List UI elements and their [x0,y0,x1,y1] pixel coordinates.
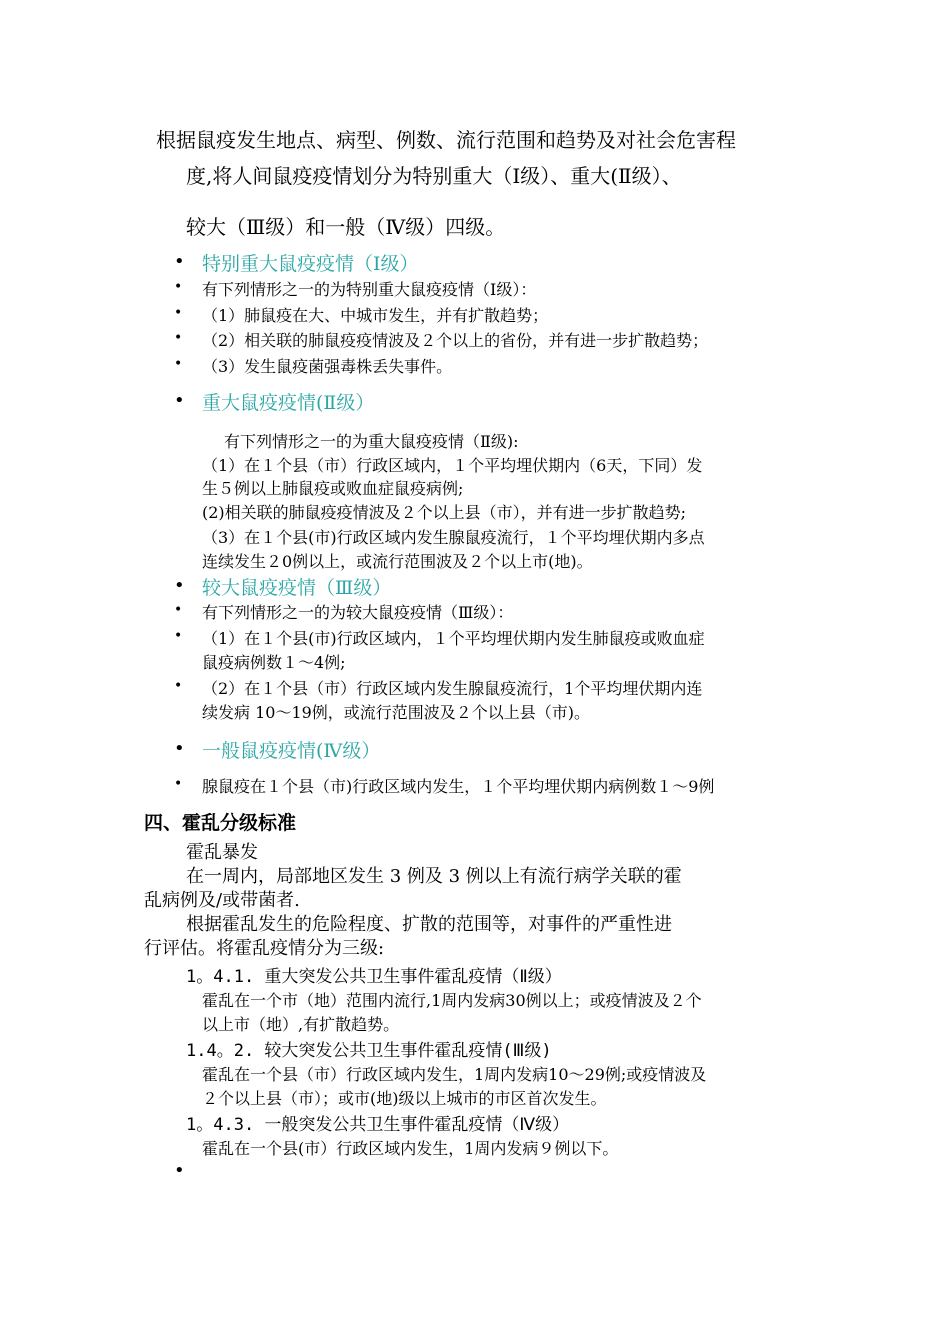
bullet: • [174,251,185,272]
level4-heading: 一般鼠疫疫情(Ⅳ级） [202,740,381,762]
subsection-title: 1。4.1. 重大突发公共卫生事件霍乱疫情（Ⅱ级） [186,967,562,987]
level3-heading: 较大鼠疫疫情（Ⅲ级） [202,577,392,599]
list-item: （2）相关联的肺鼠疫疫情波及２个以上的省份，并有进一步扩散趋势； [202,331,709,350]
level2-line: （1）在１个县（市）行政区域内，１个平均埋伏期内（6天，下同）发 [202,456,703,475]
list-item: （1）肺鼠疫在大、中城市发生，并有扩散趋势； [202,306,549,325]
list-item: （2）在１个县（市）行政区域内发生腺鼠疫流行，1个平均埋伏期内连 [202,679,703,698]
level2-line: 有下列情形之一的为重大鼠疫疫情（Ⅱ级): [224,432,519,451]
level2-line: 生５例以上肺鼠疫或败血症鼠疫病例; [202,479,464,498]
level2-heading: 重大鼠疫疫情(Ⅱ级） [202,392,375,414]
list-item: （3）发生鼠疫菌强毒株丢失事件。 [202,357,453,376]
list-item: 有下列情形之一的为较大鼠疫疫情（Ⅲ级）： [202,603,514,622]
section-title: 四、霍乱分级标准 [144,812,297,834]
bullet: • [174,390,185,411]
paragraph: ２个以上县（市）；或市(地)级以上城市的市区首次发生。 [202,1089,607,1108]
paragraph: 行评估。将霍乱疫情分为三级: [144,938,385,959]
list-item-cont: 鼠疫病例数１～4例; [202,653,346,672]
paragraph: 在一周内，局部地区发生 3 例及 3 例以上有流行病学关联的霍 [186,866,682,887]
level2-line: （3）在１个县(市)行政区域内发生腺鼠疫流行，１个平均埋伏期内多点 [202,528,705,547]
bullet: • [174,356,183,372]
bullet: • [174,305,183,321]
list-item: （1）在１个县(市)行政区域内，１个平均埋伏期内发生肺鼠疫或败血症 [202,629,705,648]
paragraph: 霍乱在一个县(市）行政区域内发生，1周内发病９例以下。 [202,1139,619,1158]
paragraph: 乱病例及/或带菌者. [144,890,300,911]
list-item-cont: 续发病 10～19例，或流行范围波及２个以上县（市)。 [202,703,591,722]
bullet: • [174,602,183,618]
bullet: • [174,628,183,644]
paragraph: 以上市（地）,有扩散趋势。 [202,1015,400,1034]
paragraph: 霍乱在一个县（市）行政区域内发生，1周内发病10～29例;或疫情波及 [202,1065,707,1084]
paragraph: 根据霍乱发生的危险程度、扩散的范围等，对事件的严重性进 [186,914,672,935]
bullet: • [174,1160,185,1181]
level1-heading: 特别重大鼠疫疫情（Ⅰ级） [202,253,419,275]
list-item: 腺鼠疫在１个县（市)行政区域内发生，１个平均埋伏期内病例数１～9例 [202,777,715,796]
bullet: • [174,776,183,792]
bullet: • [174,738,185,759]
bullet: • [174,330,183,346]
subsection-title: 1。4.3. 一般突发公共卫生事件霍乱疫情（Ⅳ级） [186,1115,570,1135]
intro-line-3: 较大（Ⅲ级）和一般（Ⅳ级）四级。 [186,215,506,239]
intro-line-2: 度,将人间鼠疫疫情划分为特别重大（Ⅰ级）、重大(Ⅱ级）、 [186,164,682,188]
bullet: • [174,575,185,596]
bullet: • [174,678,183,694]
paragraph: 霍乱在一个市（地）范围内流行,1周内发病30例以上；或疫情波及２个 [202,991,702,1010]
level2-line: (2)相关联的肺鼠疫疫情波及２个以上县（市），并有进一步扩散趋势; [202,503,687,522]
intro-line-1: 根据鼠疫发生地点、病型、例数、流行范围和趋势及对社会危害程 [156,128,736,152]
subsection-title: 1.4。2. 较大突发公共卫生事件霍乱疫情(Ⅲ级) [186,1041,552,1061]
paragraph: 霍乱暴发 [186,842,258,863]
list-item: 有下列情形之一的为特别重大鼠疫疫情（Ⅰ级）： [202,280,537,299]
level2-line: 连续发生２0例以上，或流行范围波及２个以上市(地)。 [202,552,593,571]
bullet: • [174,279,183,295]
